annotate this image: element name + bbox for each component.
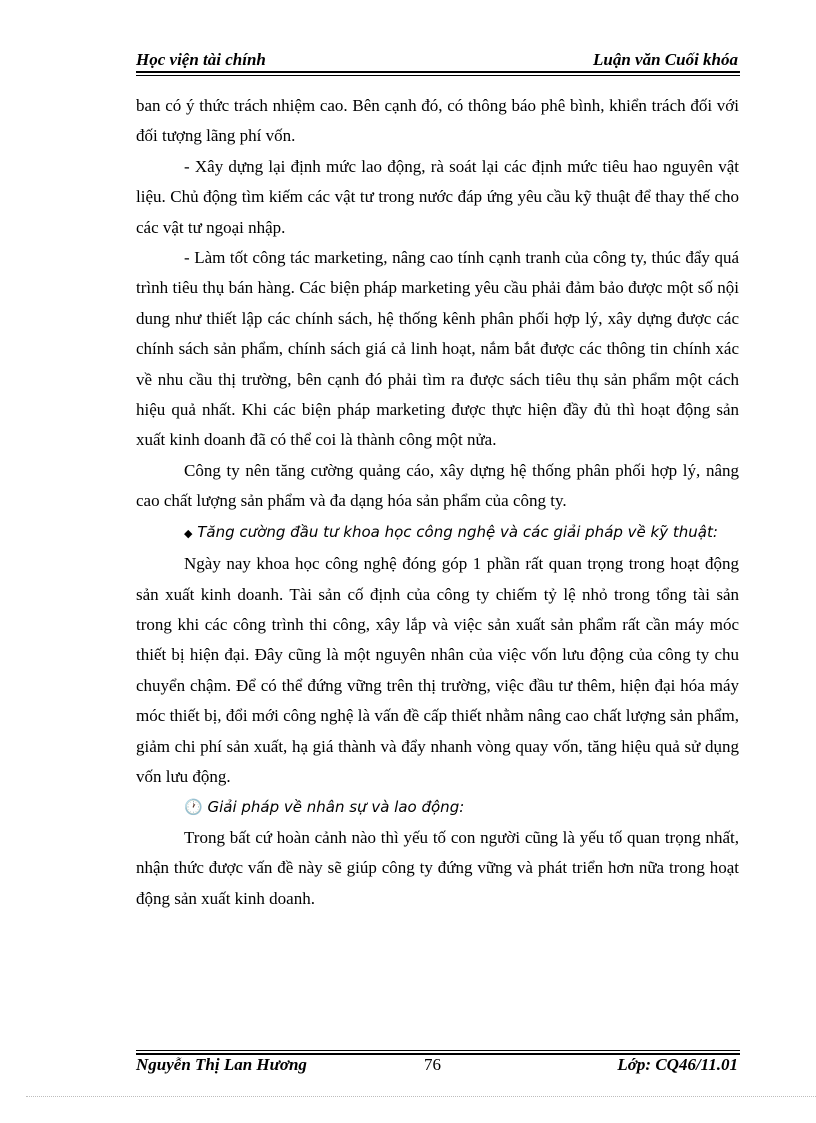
subheading-technology: [136, 517, 739, 549]
clock-bullet-icon: 🕐: [184, 798, 203, 817]
page-boundary-dotted: [26, 1096, 816, 1097]
diamond-bullet-icon: ◆: [184, 526, 193, 540]
footer-author: Nguyễn Thị Lan Hương: [136, 1055, 307, 1074]
paragraph-1: ban có ý thức trách nhiệm cao. Bên cạnh đó, có thông báo phê bình, khiển trách đối với đối tượng lãng phí vốn.: [136, 96, 739, 146]
subheading-technology-text: Tăng cường đầu tư khoa học công nghệ và các giải pháp về kỹ thuật:: [197, 522, 718, 541]
paragraph-2: - Xây dựng lại định mức lao động, rà soát lại các định mức tiêu hao nguyên vật liệu. Chủ động tìm kiếm các vật tư trong nước đáp ứng yêu cầu kỹ thuật để thay thế cho các vật tư ngoại nhập.: [136, 156, 739, 237]
header-institution: Học viện tài chính: [136, 50, 266, 69]
page-footer: [136, 1055, 738, 1077]
subheading-personnel-text: Giải pháp về nhân sự và lao động:: [207, 798, 465, 817]
paragraph-3: - Làm tốt công tác marketing, nâng cao tính cạnh tranh của công ty, thúc đẩy quá trình tiêu thụ bán hàng. Các biện pháp marketing yêu cầu phải đảm bảo được một số nội dung như thiết lập các chính sách, hệ thống kênh phân phối hợp lý, xây dựng được các chính sách sản phẩm, chính sách giá cả linh hoạt, nắm bắt được các thông tin chính xác về nhu cầu thị trường, bên cạnh đó phải tìm ra được sách tiêu thụ sản phẩm một cách hiệu quả nhất. Khi các biện pháp marketing được thực hiện đầy đủ thì hoạt động sản xuất kinh doanh đã có thể coi là thành công một nửa.: [136, 248, 739, 450]
subheading-personnel: [136, 792, 739, 822]
footer-rule-thin: [136, 1050, 740, 1051]
paragraph-4: Công ty nên tăng cường quảng cáo, xây dựng hệ thống phân phối hợp lý, nâng cao chất lượng sản phẩm và đa dạng hóa sản phẩm của công ty.: [136, 460, 739, 511]
page-number: 76: [424, 1055, 441, 1074]
header-rule-thin: [136, 75, 740, 76]
page-body: [136, 91, 739, 914]
page-header: [136, 50, 738, 72]
header-rule-thick: [136, 71, 740, 73]
footer-class: Lớp: CQ46/11.01: [617, 1055, 738, 1074]
paragraph-5: Ngày nay khoa học công nghệ đóng góp 1 phần rất quan trọng trong hoạt động sản xuất kinh doanh. Tài sản cố định của công ty chiếm tỷ lệ nhỏ trong tổng tài sản trong khi các công trình thi công, xây lắp và việc sản xuất sản phẩm rất cần máy móc thiết bị hiện đại. Đây cũng là một nguyên nhân của việc vốn lưu động của công ty chu chuyển chậm. Để có thể đứng vững trên thị trường, việc đầu tư thêm, hiện đại hóa máy móc thiết bị, đổi mới công nghệ là vấn đề cấp thiết nhằm nâng cao chất lượng sản phẩm, giảm chi phí sản xuất, hạ giá thành và đẩy nhanh vòng quay vốn, tăng hiệu quả sử dụng vốn lưu động.: [136, 554, 739, 786]
paragraph-6: Trong bất cứ hoàn cảnh nào thì yếu tố con người cũng là yếu tố quan trọng nhất, nhận thức được vấn đề này sẽ giúp công ty đứng vững và phát triển hơn nữa trong hoạt động sản xuất kinh doanh.: [136, 827, 739, 908]
header-document-type: Luận văn Cuối khóa: [592, 50, 738, 69]
